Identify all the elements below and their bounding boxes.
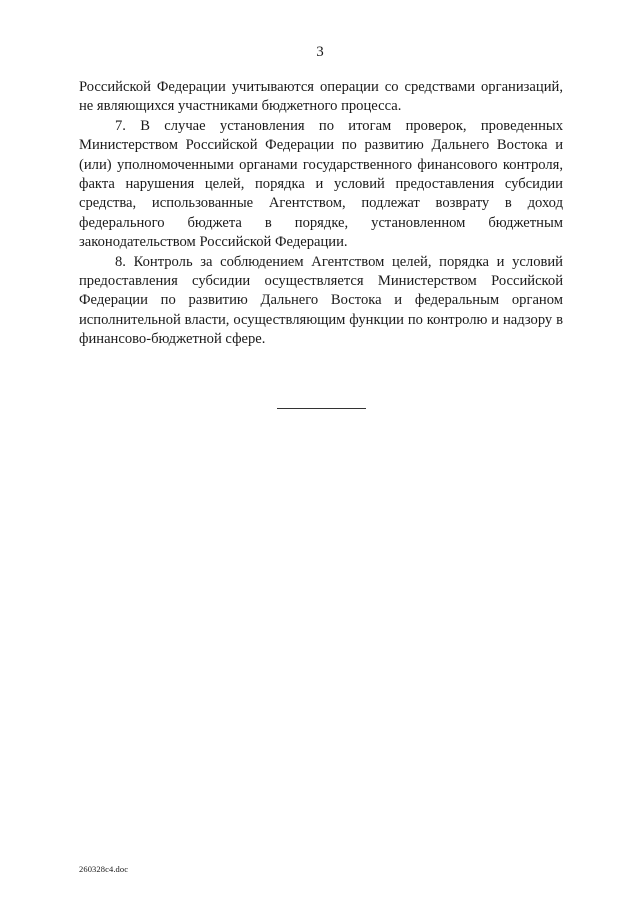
closing-rule: [277, 408, 366, 409]
paragraph-7: 7. В случае установления по итогам проверок, проведенных Министерством Российской Федерации по развитию Дальнего Востока и (или) уполномоченными органами государственного финансового контроля, факта нарушения целей, порядка и условий предоставления субсидии средства, использованные Агентством, подлежат возврату в доход федерального бюджета в порядке, установленном бюджетным законодательством Российской Федерации.: [79, 117, 563, 251]
page-number: 3: [316, 44, 324, 60]
footer-file-name: 260328c4.doc: [79, 864, 129, 874]
paragraph-continuation: Российской Федерации учитываются операции со средствами организаций, не являющихся участниками бюджетного процесса.: [79, 79, 563, 115]
document-body: [79, 78, 563, 350]
paragraph-8: 8. Контроль за соблюдением Агентством целей, порядка и условий предоставления субсидии осуществляется Министерством Российской Федерации по развитию Дальнего Востока и федеральным органом исполнительной власти, осуществляющим функции по контролю и надзору в финансово-бюджетной сфере.: [79, 253, 563, 348]
